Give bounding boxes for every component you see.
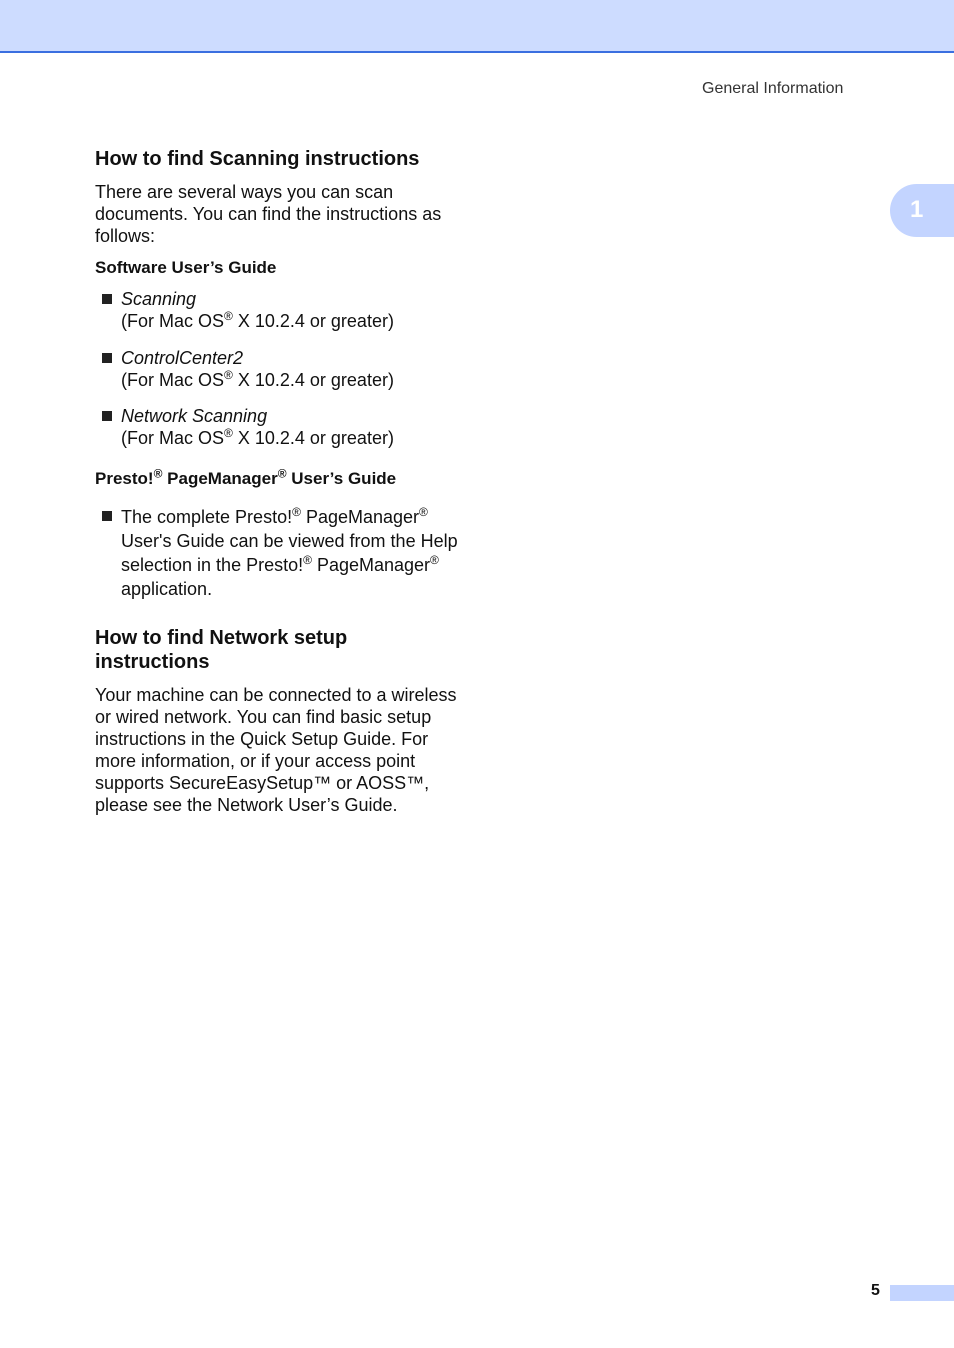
bullet-icon [102,353,112,363]
item-note: (For Mac OS® X 10.2.4 or greater) [121,426,394,448]
item-title: ControlCenter2 [121,348,244,368]
scanning-intro: There are several ways you can scan documents. You can find the instructions as follows: [95,182,442,246]
page-number-tab [890,1285,954,1301]
item-title: Scanning [121,289,197,309]
network-section-title: How to find Network setup instructions [95,627,348,673]
page-number: 5 [871,1282,880,1299]
running-header: General Information [702,80,844,97]
bullet-icon [102,294,112,304]
presto-item-text: The complete Presto!® PageManager® User's Guide can be viewed from the Help selection in the Presto!® PageManager® application. [121,505,458,599]
list-item [95,505,465,601]
presto-guide-heading: Presto!® PageManager® User’s Guide [95,466,397,488]
list-item [95,347,465,391]
item-title: Network Scanning [121,406,268,426]
chapter-tab [890,184,954,237]
software-guide-heading: Software User’s Guide [95,258,277,277]
bullet-icon [102,511,112,521]
item-note: (For Mac OS® X 10.2.4 or greater) [121,368,394,390]
scanning-section-title: How to find Scanning instructions [95,148,420,170]
header-band [0,0,954,53]
network-body: Your machine can be connected to a wireless or wired network. You can find basic setup instructions in the Quick Setup Guide. For more information, or if your access point supports SecureEasySetup™ or AOSS™, please see the Network User’s Guide. [95,685,457,815]
chapter-number: 1 [910,196,924,223]
bullet-icon [102,411,112,421]
item-note: (For Mac OS® X 10.2.4 or greater) [121,309,394,331]
list-item [95,288,465,332]
list-item [95,405,465,449]
